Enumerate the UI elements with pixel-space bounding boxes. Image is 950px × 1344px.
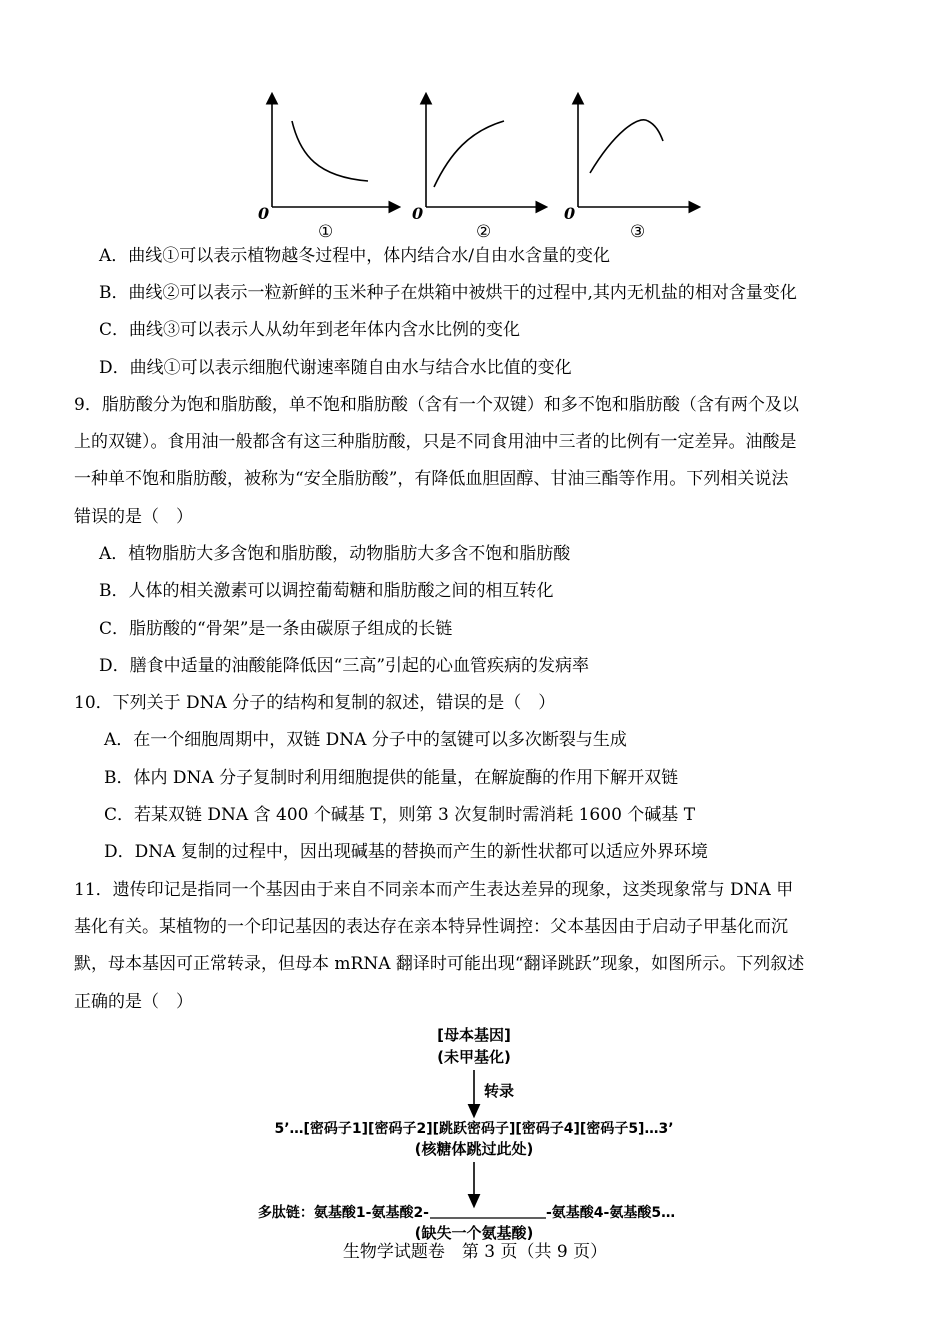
q9-stem-line-1: 9．脂肪酸分为饱和脂肪酸，单不饱和脂肪酸（含有一个双键）和多不饱和脂肪酸（含有两个及以	[74, 395, 799, 415]
unmethylated-note: (未甲基化)	[437, 1048, 511, 1066]
curve-1	[292, 121, 368, 181]
q10-option-b: B．体内 DNA 分子复制时利用细胞提供的能量，在解旋酶的作用下解开双链	[104, 768, 679, 788]
graph-2	[412, 95, 545, 242]
q10-option-d: D．DNA 复制的过程中，因出现碱基的替换而产生的新性状都可以适应外界环境	[104, 842, 708, 862]
curve-2	[434, 121, 504, 187]
graph-3-origin: 0	[564, 204, 576, 223]
maternal-gene-label: [母本基因]	[437, 1026, 511, 1044]
curve-3	[590, 120, 663, 173]
q11-stem-line-2: 基化有关。某植物的一个印记基因的表达存在亲本特异性调控：父本基因由于启动子甲基化而沉	[74, 917, 788, 937]
q9-stem-line-2: 上的双键）。食用油一般都含有这三种脂肪酸，只是不同食用油中三者的比例有一定差异。油酸是	[74, 432, 797, 452]
missing-amino-acid-note: (缺失一个氨基酸)	[414, 1224, 534, 1242]
q9-stem-line-3: 一种单不饱和脂肪酸，被称为“安全脂肪酸”，有降低血胆固醇、甘油三酯等作用。下列相关说法	[74, 469, 789, 489]
polypeptide-left: 多肽链：氨基酸1-氨基酸2-	[257, 1205, 429, 1221]
mrna-sequence: 5’…[密码子1][密码子2][跳跃密码子][密码子4][密码子5]…3’	[274, 1121, 674, 1137]
q9-option-b: B．人体的相关激素可以调控葡萄糖和脂肪酸之间的相互转化	[99, 581, 554, 601]
q10-option-a: A．在一个细胞周期中，双链 DNA 分子中的氢键可以多次断裂与生成	[104, 730, 627, 750]
graph-2-label: ②	[476, 222, 492, 242]
transcription-label: 转录	[484, 1082, 515, 1100]
ribosome-skip-note: (核糖体跳过此处)	[414, 1140, 534, 1158]
graph-1-origin: 0	[258, 204, 270, 223]
q9-option-c: C．脂肪酸的“骨架”是一条由碳原子组成的长链	[99, 619, 453, 639]
q11-stem-line-4: 正确的是（ ）	[74, 992, 193, 1012]
q9-stem-line-4: 错误的是（ ）	[74, 507, 193, 527]
curve-graphs	[0, 85, 950, 245]
page-footer: 生物学试题卷 第 3 页（共 9 页）	[342, 1242, 608, 1262]
graph-2-origin: 0	[412, 204, 424, 223]
translation-skip-diagram	[240, 1020, 720, 1250]
q8-option-b: B．曲线②可以表示一粒新鲜的玉米种子在烘箱中被烘干的过程中,其内无机盐的相对含量变化	[99, 283, 797, 303]
q11-stem-line-1: 11．遗传印记是指同一个基因由于来自不同亲本而产生表达差异的现象，这类现象常与 DNA 甲	[74, 880, 794, 900]
q9-option-a: A．植物脂肪大多含饱和脂肪酸，动物脂肪大多含不饱和脂肪酸	[99, 544, 571, 564]
q10-option-c: C．若某双链 DNA 含 400 个碱基 T，则第 3 次复制时需消耗 1600 个碱基 T	[104, 805, 696, 825]
polypeptide-right: -氨基酸4-氨基酸5…	[546, 1205, 676, 1221]
q10-stem: 10．下列关于 DNA 分子的结构和复制的叙述，错误的是（ ）	[74, 693, 556, 713]
graph-3-label: ③	[630, 222, 646, 242]
q8-option-a: A．曲线①可以表示植物越冬过程中，体内结合水/自由水含量的变化	[99, 246, 611, 266]
graph-1	[258, 95, 398, 242]
q8-option-c: C．曲线③可以表示人从幼年到老年体内含水比例的变化	[99, 320, 521, 340]
graph-3	[564, 95, 698, 242]
q11-stem-line-3: 默，母本基因可正常转录，但母本 mRNA 翻译时可能出现“翻译跳跃”现象，如图所示。下列叙述	[74, 954, 805, 974]
graph-1-label: ①	[318, 222, 334, 242]
q8-option-d: D．曲线①可以表示细胞代谢速率随自由水与结合水比值的变化	[99, 358, 572, 378]
q9-option-d: D．膳食中适量的油酸能降低因“三高”引起的心血管疾病的发病率	[99, 656, 590, 676]
